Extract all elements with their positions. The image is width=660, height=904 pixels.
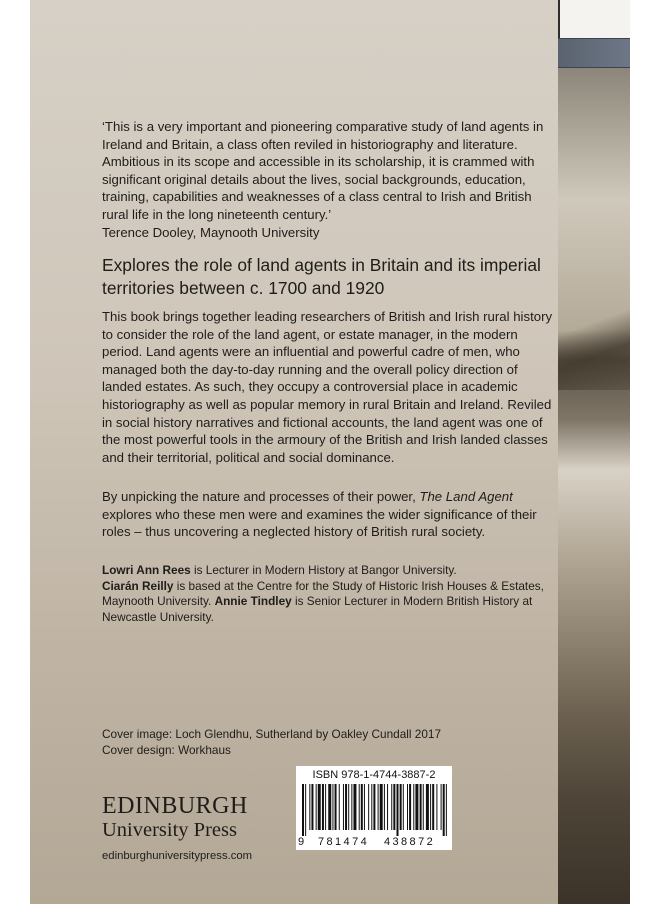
- barcode-bar: [407, 784, 408, 830]
- publisher-name-line1: EDINBURGH: [102, 793, 248, 819]
- publisher-logo: [102, 793, 305, 863]
- author-name: Ciarán Reilly: [102, 578, 174, 593]
- ean-digits-right: 438872: [384, 836, 436, 848]
- barcode-bar: [339, 784, 340, 830]
- quote-attribution: Terence Dooley, Maynooth University: [102, 224, 320, 240]
- barcode-bar: [387, 784, 388, 830]
- author-bios: [102, 563, 554, 625]
- ean-digits: [296, 836, 452, 849]
- barcode-bar: [305, 784, 306, 836]
- barcode-bars: [300, 784, 448, 836]
- paragraph-2-intro: By unpicking the nature and processes of their power,: [102, 489, 420, 504]
- cover-photo-strip: [558, 0, 630, 904]
- barcode-bar: [309, 784, 310, 830]
- endorsement-quote: [102, 118, 552, 241]
- barcode-bar: [423, 784, 424, 830]
- barcode-bar: [332, 784, 333, 830]
- barcode-bar: [353, 784, 356, 830]
- barcode-graphic: [300, 784, 448, 836]
- barcode-bar: [371, 784, 372, 830]
- barcode-bar: [345, 784, 347, 830]
- barcode-bar: [373, 784, 375, 830]
- cover-design-credit: Cover design: Workhaus: [102, 743, 231, 757]
- barcode-bar: [413, 784, 414, 830]
- photo-hill-silhouette: [558, 300, 630, 390]
- isbn-label: ISBN 978-1-4744-3887-2: [312, 769, 436, 781]
- ean-digit-first: 9: [298, 836, 305, 848]
- barcode-bar: [302, 784, 304, 836]
- barcode-bar: [436, 784, 437, 830]
- barcode-bar: [409, 784, 411, 830]
- publisher-url[interactable]: edinburghuniversitypress.com: [102, 850, 253, 862]
- description-paragraph-1: This book brings together leading researchers of British and Irish rural history to consider the role of the land agent, or estate manager, in the modern period. Land agents were an influential and powerful cadre of men, who managed both the day-to-day running and the overall policy direction of landed estates. As such, they occupy a controversial place in academic historiography as well as popular memory in rural Britain and Ireland. Reviled in social history narratives and fictional accounts, the land agent was one of the most powerful tools in the armoury of the British and Irish landed classes and their territorial, political and social dominance.: [102, 309, 553, 465]
- barcode-bar: [443, 784, 445, 836]
- barcode-bar: [361, 784, 363, 830]
- barcode-bar: [432, 784, 434, 830]
- author-name: Annie Tindley: [214, 594, 292, 609]
- barcode-bar: [403, 784, 404, 830]
- isbn-barcode: [296, 766, 452, 850]
- book-tagline: Explores the role of land agents in Britain and its imperial territories between c. 1700 and 1920: [102, 255, 541, 298]
- author-bio: is Lecturer in Modern History at Bangor University.: [190, 563, 457, 577]
- book-back-cover: [30, 0, 630, 904]
- barcode-bar: [384, 784, 385, 830]
- barcode-bar: [322, 784, 324, 830]
- barcode-bar: [378, 784, 379, 830]
- barcode-bar: [348, 784, 349, 830]
- cover-credits: [102, 726, 482, 758]
- barcode-bar: [359, 784, 360, 830]
- barcode-bar: [368, 784, 369, 830]
- quote-text: ‘This is a very important and pioneering comparative study of land agents in Ireland and Britain, a class often reviled in historiography and literature. Ambitious in its scope and accessible in its scholarship, it is crammed with significant original details about the lives, social backgrounds, education, training, capabilities and weaknesses of a class central to Irish and British rural life in the long nineteenth century.’: [102, 119, 544, 222]
- barcode-bar: [446, 784, 447, 836]
- barcode-bar: [420, 784, 422, 830]
- barcode-bar: [311, 784, 313, 830]
- author-name: Lowri Ann Rees: [102, 563, 191, 577]
- barcode-bar: [397, 784, 399, 836]
- author-bio: is based at the Centre for the Study of Historic Irish Houses & Estates, Maynooth University.: [102, 578, 544, 609]
- book-title-italic: The Land Agent: [419, 489, 513, 504]
- photo-color-band: [558, 38, 630, 68]
- barcode-bar: [426, 784, 429, 830]
- ean-digits-left: 781474: [318, 836, 370, 848]
- barcode-bar: [351, 784, 352, 830]
- cover-image-credit: Cover image: Loch Glendhu, Sutherland by Oakley Cundall 2017: [102, 727, 442, 741]
- barcode-bar: [316, 784, 317, 830]
- barcode-bar: [393, 784, 395, 830]
- barcode-bar: [380, 784, 383, 830]
- barcode-bar: [415, 784, 418, 830]
- barcode-bar: [441, 784, 442, 830]
- barcode-bar: [325, 784, 326, 830]
- author-bio: is Senior Lecturer in Modern British History at Newcastle University.: [102, 594, 533, 624]
- barcode-bar: [335, 784, 337, 830]
- paragraph-2-rest: explores who these men were and examines the wider significance of their roles – thus uncovering a neglected history of British rural society.: [102, 506, 537, 540]
- publisher-name-line2: University Press: [102, 819, 237, 841]
- barcode-bar: [391, 784, 392, 830]
- barcode-bar: [343, 784, 344, 830]
- description-paragraph-2: [102, 488, 554, 541]
- barcode-bar: [328, 784, 331, 830]
- barcode-bar: [400, 784, 402, 830]
- photo-edge-line: [558, 0, 560, 40]
- barcode-bar: [364, 784, 365, 830]
- barcode-bar: [430, 784, 431, 830]
- barcode-bar: [318, 784, 321, 830]
